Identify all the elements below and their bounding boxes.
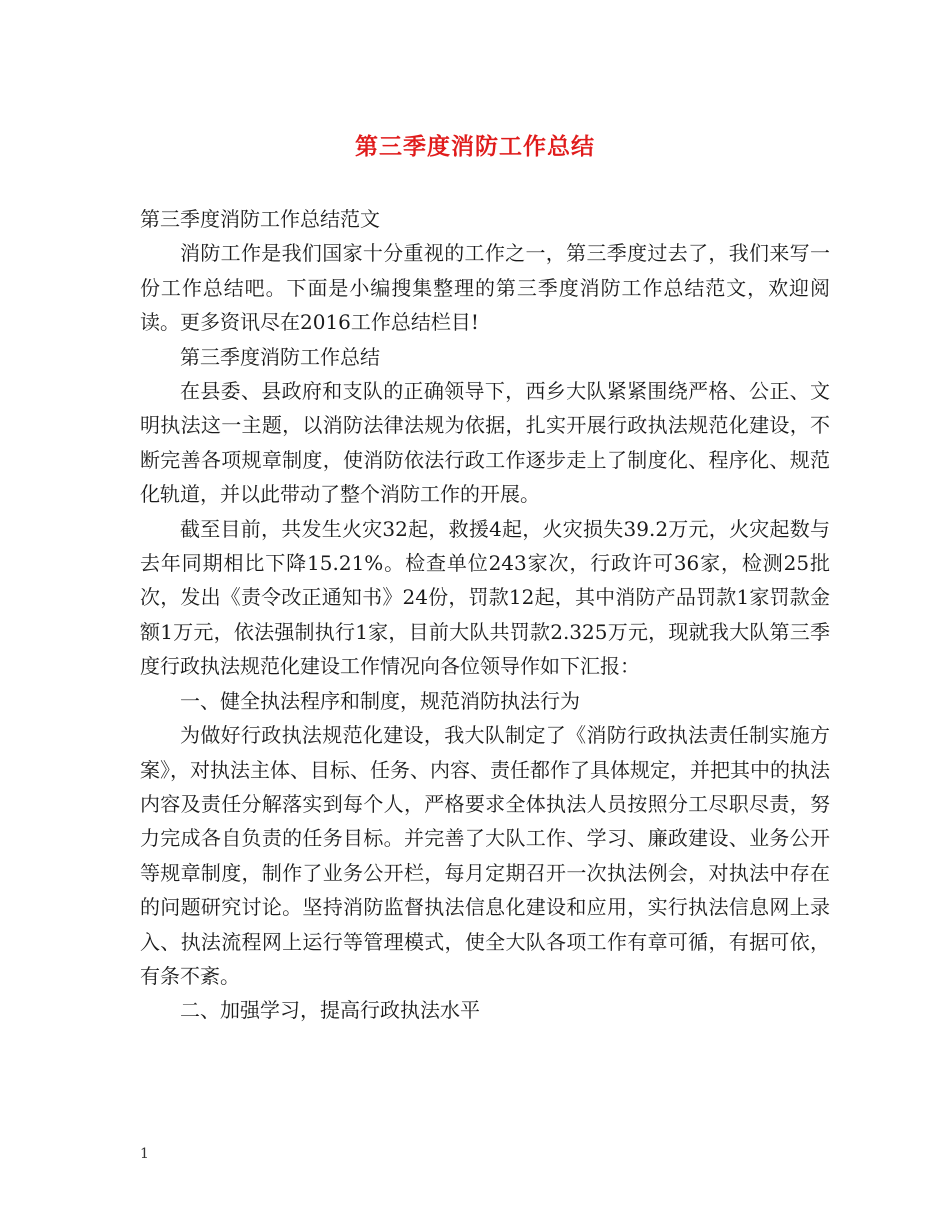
paragraph-overview: 在县委、县政府和支队的正确领导下，西乡大队紧紧围绕严格、公正、文明执法这一主题，以消防法律法规为依据，扎实开展行政执法规范化建设，不断完善各项规章制度，使消防依法行政工作逐步走上了制度化、程序化、规范化轨道，并以此带动了整个消防工作的开展。 — [140, 379, 830, 507]
paragraph-subtitle: 第三季度消防工作总结范文 — [140, 207, 380, 231]
paragraph-heading: 第三季度消防工作总结 — [180, 344, 380, 369]
document-body — [140, 202, 830, 1028]
section-heading-1: 一、健全执法程序和制度，规范消防执法行为 — [180, 688, 580, 713]
paragraph-intro: 消防工作是我们国家十分重视的工作之一，第三季度过去了，我们来写一份工作总结吧。下面是小编搜集整理的第三季度消防工作总结范文，欢迎阅读。更多资讯尽在2016工作总结栏目! — [140, 241, 830, 335]
page-number: 1 — [140, 1146, 149, 1162]
paragraph-section-1: 为做好行政执法规范化建设，我大队制定了《消防行政执法责任制实施方案》，对执法主体、目标、任务、内容、责任都作了具体规定，并把其中的执法内容及责任分解落实到每个人，严格要求全体执法人员按照分工尽职尽责，努力完成各自负责的任务目标。并完善了大队工作、学习、廉政建设、业务公开等规章制度，制作了业务公开栏，每月定期召开一次执法例会，对执法中存在的问题研究讨论。坚持消防监督执法信息化建设和应用，实行执法信息网上录入、执法流程网上运行等管理模式，使全大队各项工作有章可循，有据可依，有条不紊。 — [140, 723, 830, 988]
document-title: 第三季度消防工作总结 — [355, 133, 595, 160]
paragraph-statistics: 截至目前，共发生火灾32起，救援4起，火灾损失39.2万元，火灾起数与去年同期相比下降15.21%。检查单位243家次，行政许可36家，检测25批次，发出《责令改正通知书》24份，罚款12起，其中消防产品罚款1家罚款金额1万元，依法强制执行1家，目前大队共罚款2.325万元，现就我大队第三季度行政执法规范化建设工作情况向各位领导作如下汇报： — [140, 516, 830, 679]
section-heading-2: 二、加强学习，提高行政执法水平 — [180, 998, 480, 1023]
